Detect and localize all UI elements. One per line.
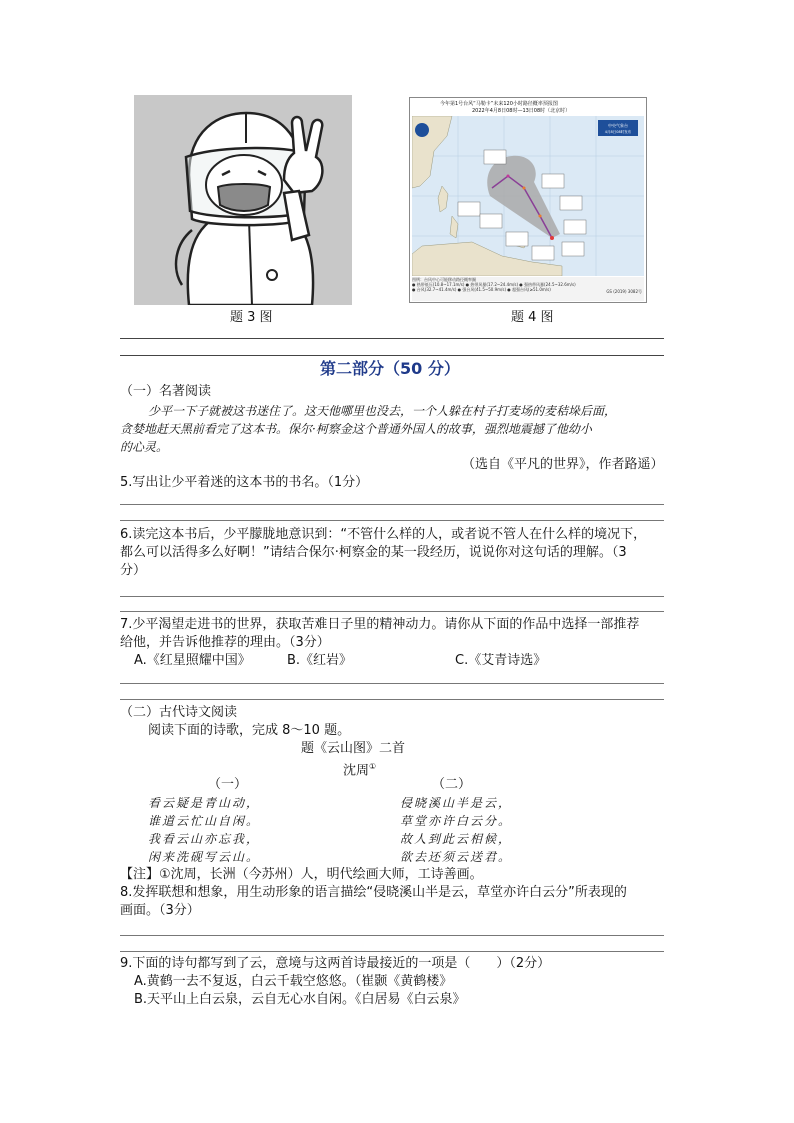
question-6-line-2: 都么可以活得多么好啊！”请结合保尔·柯察金的某一段经历，说说你对这句话的理解。（3 [120, 545, 627, 560]
map-title: 今年第1号台风“马勒卡”未来120小时路径概率预报图 [440, 101, 558, 107]
legend-line-1: ● 热带低压(10.8~17.1m/s) ● 热带风暴(17.2~24.4m/s) ● 强热带风暴(24.5~32.6m/s) [412, 282, 576, 287]
excerpt-source: （选自《平凡的世界》，作者路遥） [462, 457, 664, 472]
question-5: 5.写出让少平着迷的这本书的书名。（1分） [120, 475, 369, 490]
excerpt-line-1: 少平一下子就被这书迷住了。这天他哪里也没去，一个人躲在村子打麦场的麦秸垛后面， [148, 404, 617, 418]
part-2-title: 第二部分（50 分） [320, 359, 460, 378]
poem-2-line-2: 草堂亦许白云分。 [400, 814, 513, 828]
question-8-line-1: 8.发挥联想和想象，用生动形象的语言描绘“侵晓溪山半是云，草堂亦许白云分”所表现的 [120, 885, 627, 900]
figure-4-map [409, 97, 647, 303]
question-7-line-2: 给他，并告诉他推荐的理由。（3分） [120, 635, 330, 650]
badge-subtext: 4月8日08时发布 [604, 130, 632, 134]
figure-3-image [134, 95, 352, 305]
excerpt-line-2: 贪婪地赶天黑前看完了这本书。保尔·柯察金这个普通外国人的故事，强烈地震撼了他幼小 [120, 422, 592, 436]
answer-line [120, 504, 664, 505]
badge-text: 中央气象台 [608, 123, 628, 128]
answer-line [120, 935, 664, 936]
excerpt-line-3: 的心灵。 [120, 440, 169, 454]
poem-2-line-4: 欲去还须云送君。 [400, 850, 513, 864]
medic-cartoon-illustration [134, 95, 352, 305]
question-7-option-a: A.《红星照耀中国》 [134, 653, 251, 668]
poem-title: 题《云山图》二首 [301, 741, 406, 756]
question-7-line-1: 7.少平渴望走进书的世界，获取苦难日子里的精神动力。请你从下面的作品中选择一部推荐 [120, 617, 640, 632]
map-legend [412, 277, 644, 301]
poem-2-label: （二） [432, 777, 472, 792]
poem-author-note-mark: ① [369, 762, 377, 771]
poem-1-line-4: 闲来洗砚写云山。 [148, 850, 261, 864]
question-6-line-3: 分） [120, 563, 147, 578]
figure-4-caption: 题 4 图 [511, 310, 554, 325]
poem-1-line-1: 看云疑是青山动， [148, 796, 261, 810]
answer-line [120, 355, 664, 356]
poem-1-line-2: 谁道云忙山自闲。 [148, 814, 261, 828]
poem-author-name: 沈周 [343, 763, 370, 779]
answer-line [120, 520, 664, 521]
answer-line [120, 338, 664, 339]
legend-line-2: ● 台风(32.7~41.4m/s) ● 强台风(41.5~50.9m/s) ● 超强台风(≥51.0m/s) [412, 287, 551, 292]
poem-note: 【注】①沈周，长洲（今苏州）人，明代绘画大师，工诗善画。 [120, 867, 483, 882]
answer-line [120, 951, 664, 952]
poem-2-line-3: 故人到此云相候， [400, 832, 513, 846]
map-subtitle: 2022年4月8日08时—13日08时（北京时） [472, 108, 571, 114]
poem-2-line-1: 侵晓溪山半是云， [400, 796, 513, 810]
question-8-line-2: 画面。（3分） [120, 903, 200, 918]
typhoon-track-map [412, 116, 644, 276]
section-2-intro: 阅读下面的诗歌，完成 8～10 题。 [148, 723, 351, 738]
question-6-line-1: 6.读完这本书后，少平朦胧地意识到：“不管什么样的人，或者说不管人在什么样的境况下， [120, 527, 647, 542]
question-9: 9.下面的诗句都写到了云，意境与这两首诗最接近的一项是（ ）（2分） [120, 956, 551, 971]
poem-author [343, 758, 376, 780]
map-code: GS (2019) 3082号 [606, 289, 642, 294]
answer-line [120, 683, 664, 684]
answer-line [120, 699, 664, 700]
section-2-heading: （二）古代诗文阅读 [120, 705, 238, 720]
question-7-option-c: C.《艾青诗选》 [455, 653, 547, 668]
poem-1-line-3: 我看云山亦忘我， [148, 832, 261, 846]
question-9-option-a: A.黄鹤一去不复返，白云千载空悠悠。（崔颢《黄鹤楼》 [134, 974, 453, 989]
answer-line [120, 596, 664, 597]
question-7-option-b: B.《红岩》 [287, 653, 353, 668]
poem-1-label: （一） [208, 777, 248, 792]
legend-note: 图例：台风中心可能移动路径概率圈 [412, 277, 476, 282]
answer-line [120, 611, 664, 612]
question-9-option-b: B.天平山上白云泉，云自无心水自闲。《白居易《白云泉》 [134, 992, 466, 1007]
section-1-heading: （一）名著阅读 [120, 384, 212, 399]
figure-3-caption: 题 3 图 [230, 310, 273, 325]
cma-logo-icon [415, 123, 429, 137]
